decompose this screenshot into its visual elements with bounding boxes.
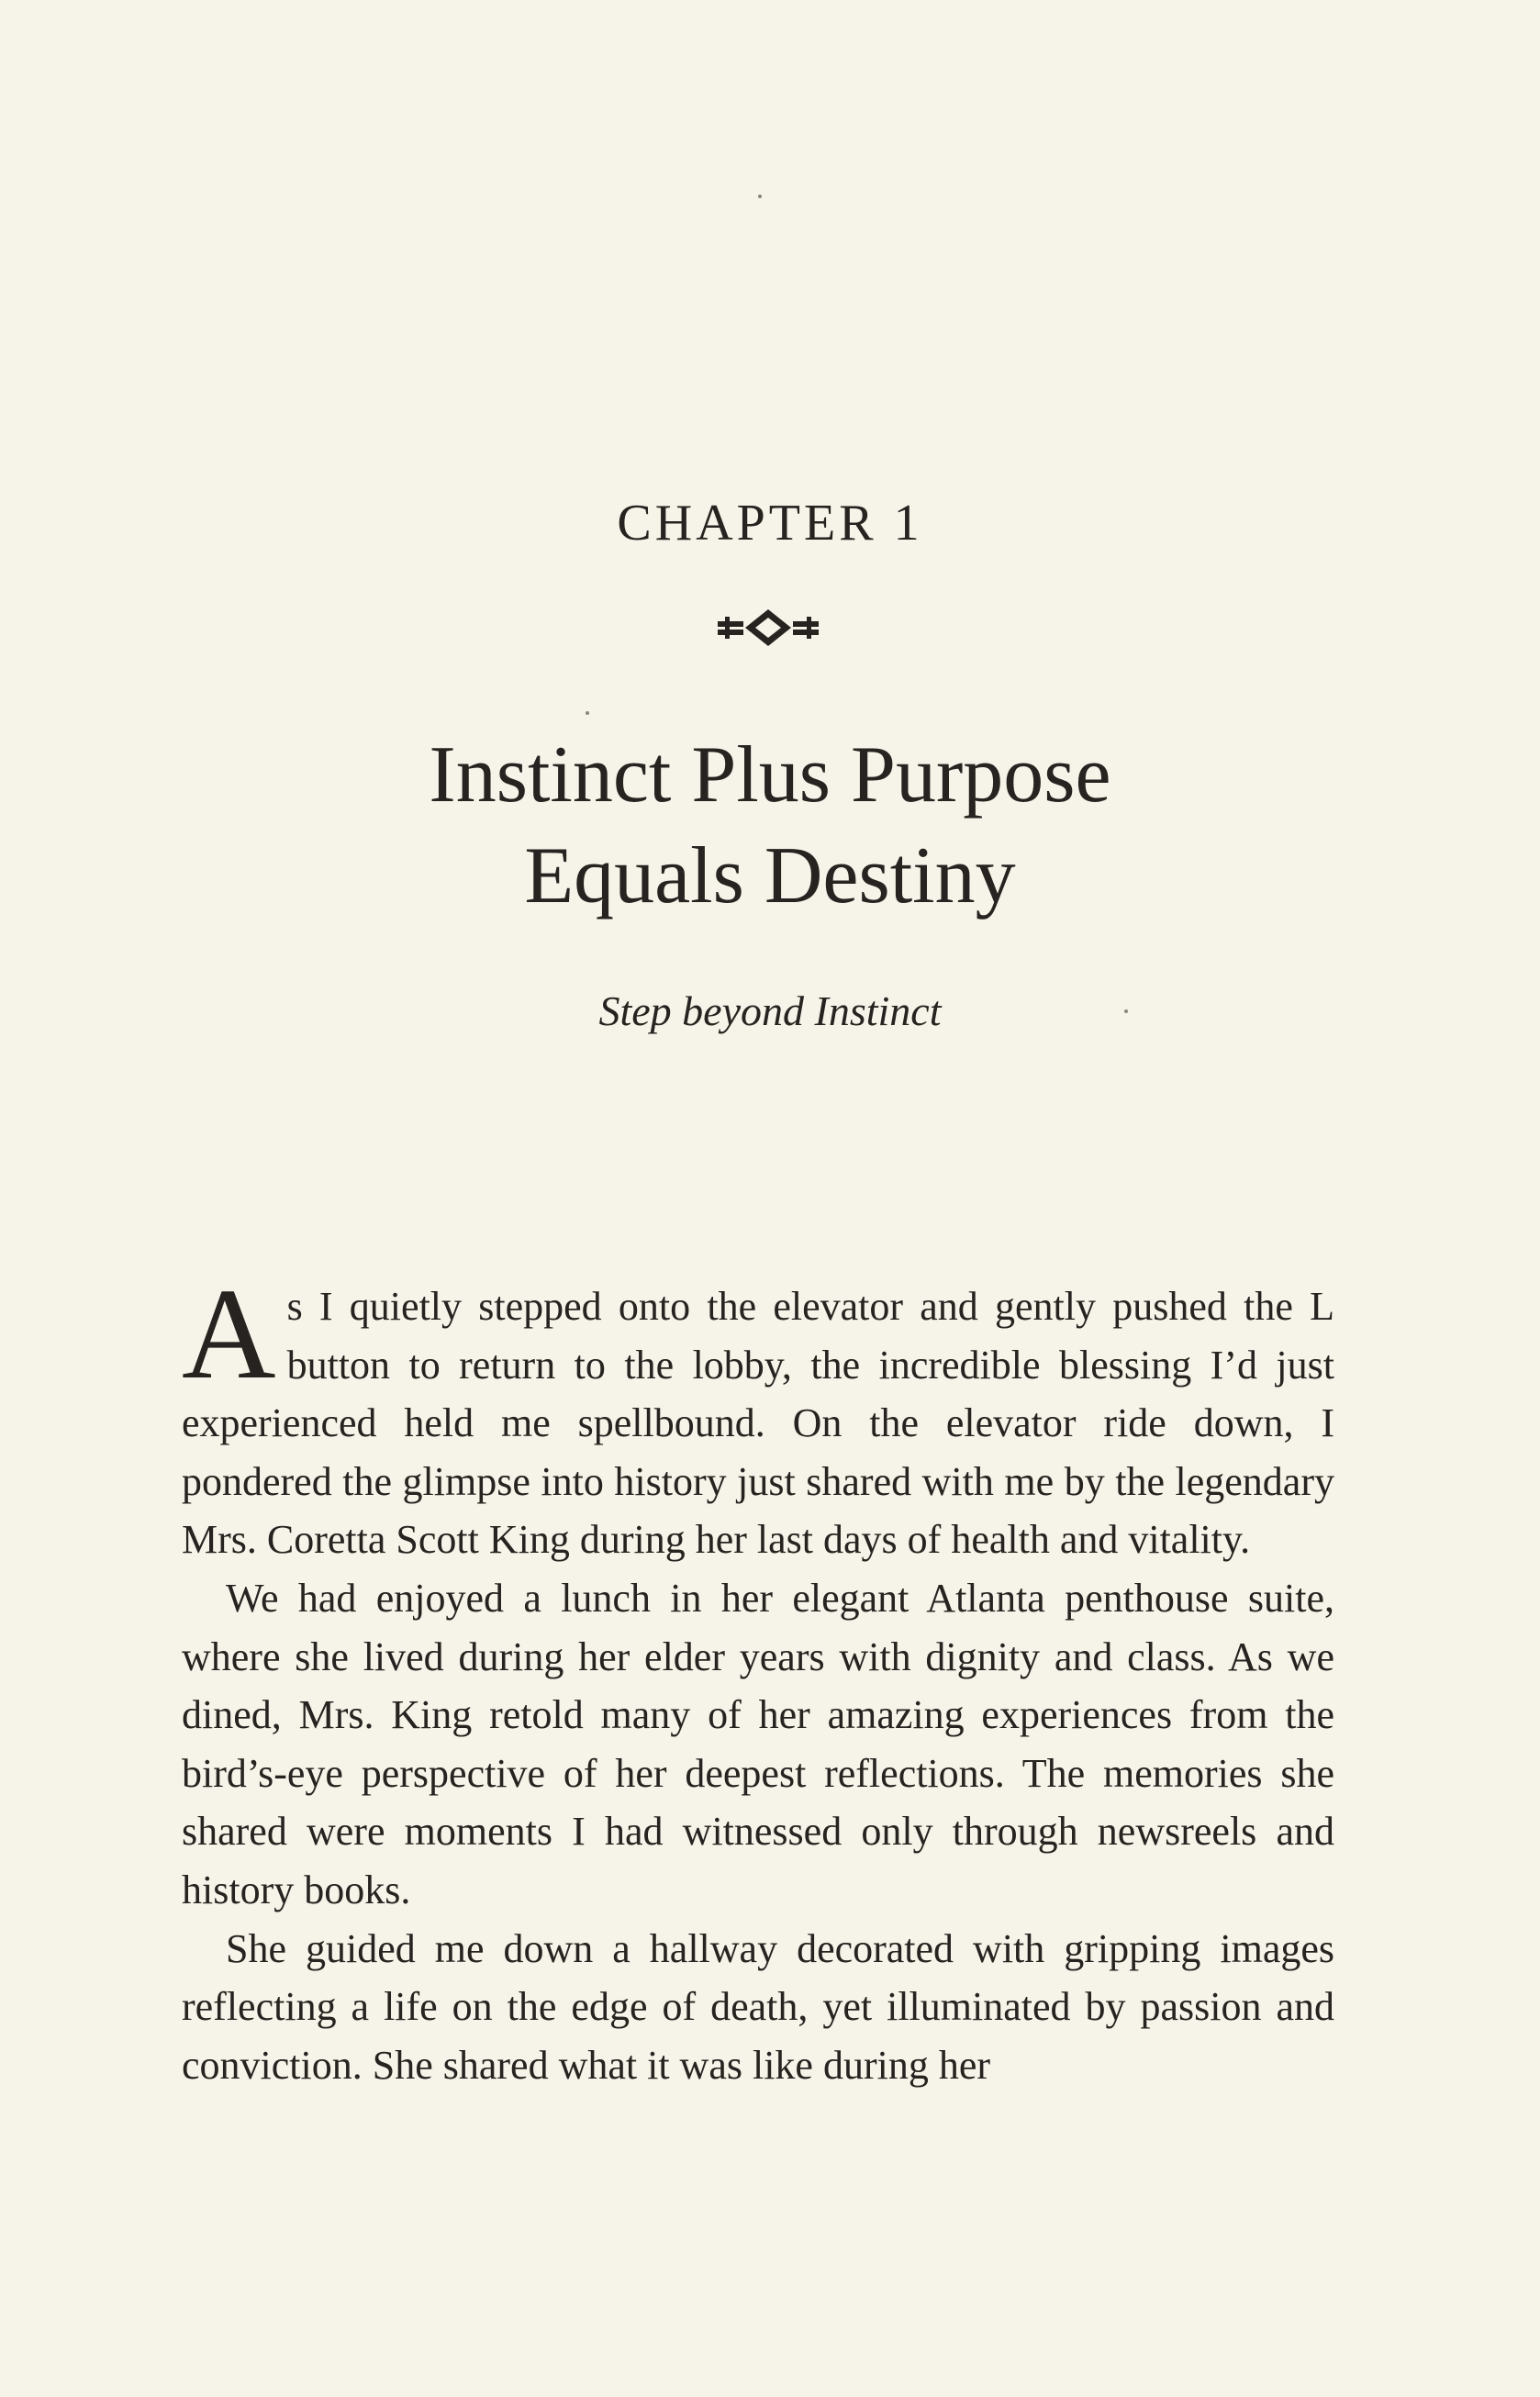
paper-speck [586,711,589,715]
chapter-number: CHAPTER 1 [617,495,923,552]
body-text [182,1261,1334,2094]
paragraph-1-text: s I quietly stepped onto the elevator and gently pushed the L button to return to the lobby, the incredible blessing I’d just experienced held me spellbound. On the elevator ride down, I pondered the glimpse into history just shared with me by the legendary Mrs. Coretta Scott King during her last days of health and vitality. [182,1284,1334,1563]
paper-speck [758,195,762,198]
chapter-title [0,725,1540,927]
diamond-bar-ornament-icon [718,608,819,648]
paragraph-2: We had enjoyed a lunch in her elegant Atlanta penthouse suite, where she lived during her elder years with dignity and class. As we dined, Mrs. King retold many of her amazing experiences from the bird’s-eye perspective of her deepest reflections. The memories she shared were moments I had witnessed only through newsreels and history books. [182,1575,1334,1912]
chapter-title-line-1: Instinct Plus Purpose [429,730,1111,819]
paragraph-1 [182,1261,1334,1569]
chapter-title-line-2: Equals Destiny [524,831,1016,920]
chapter-subtitle: Step beyond Instinct [598,987,942,1034]
paragraph-3: She guided me down a hallway decorated with gripping images reflecting a life on the edge of death, yet illuminated by passion and conviction. She shared what it was like during her [182,1925,1334,2088]
drop-cap: A [182,1261,276,1406]
